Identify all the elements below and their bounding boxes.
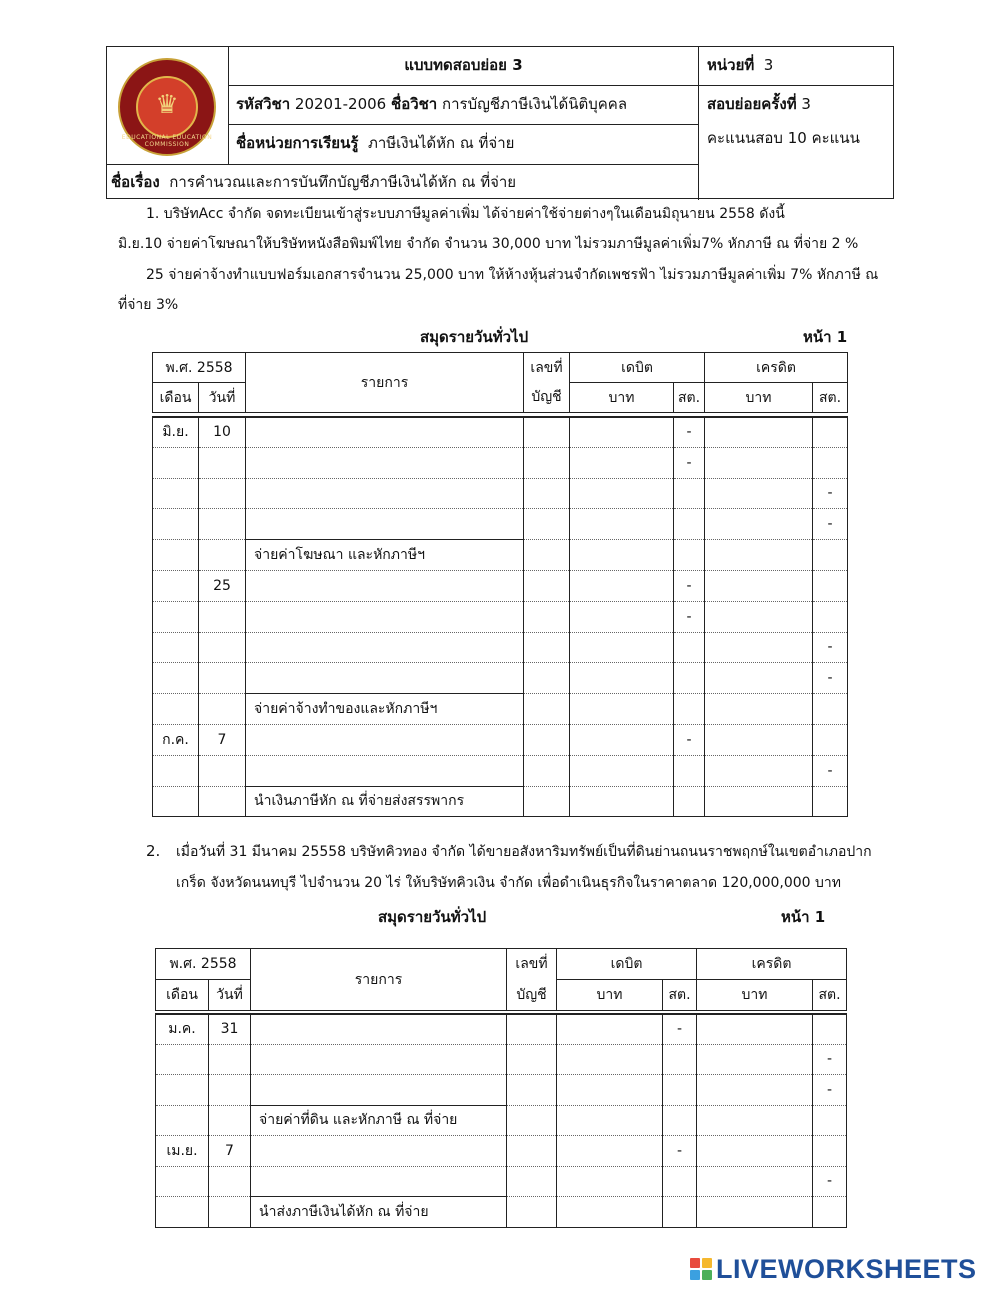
credit-satang-cell	[813, 724, 848, 755]
header-box	[106, 46, 894, 199]
day-header: วันที่	[209, 980, 251, 1011]
credit-baht-cell[interactable]	[705, 570, 813, 601]
credit-satang-cell	[813, 1105, 847, 1136]
credit-satang-cell	[813, 601, 848, 632]
journal2-page: หน้า 1	[781, 908, 826, 926]
credit-satang-cell	[813, 694, 848, 725]
month-cell: มิ.ย.	[153, 417, 199, 448]
topic: ชื่อเรื่อง การคำนวณและการบันทึกบัญชีภาษีเงินได้หัก ณ ที่จ่าย	[107, 165, 699, 200]
day-cell	[199, 601, 246, 632]
credit-baht-cell[interactable]	[705, 786, 813, 817]
credit-baht-cell[interactable]	[705, 601, 813, 632]
journal-row	[156, 1136, 847, 1167]
debit-satang-header: สต.	[663, 980, 697, 1011]
debit-baht-cell[interactable]	[557, 1105, 663, 1136]
journal-row	[153, 724, 848, 755]
journal-row	[153, 694, 848, 725]
description-cell[interactable]: จ่ายค่าโฆษณา และหักภาษีฯ	[246, 540, 524, 571]
debit-satang-cell: -	[663, 1014, 697, 1045]
debit-baht-cell[interactable]	[557, 1014, 663, 1045]
credit-baht-cell[interactable]	[697, 1197, 813, 1228]
description-cell[interactable]	[246, 755, 524, 786]
journal-row	[153, 509, 848, 540]
credit-satang-cell: -	[813, 1075, 847, 1106]
q2-line1: เมื่อวันที่ 31 มีนาคม 25558 บริษัทคิวทอง จำกัด ได้ขายอสังหาริมทรัพย์เป็นที่ดินย่านถนนราชพฤกษ์ในเขตอำเภอปาก	[176, 844, 872, 860]
day-cell	[199, 509, 246, 540]
debit-satang-cell	[663, 1105, 697, 1136]
year-header: พ.ศ. 2558	[156, 949, 251, 980]
debit-baht-cell[interactable]	[570, 601, 674, 632]
credit-satang-cell: -	[813, 1044, 847, 1075]
day-cell	[199, 540, 246, 571]
q1-line1: 1. บริษัทAcc จำกัด จดทะเบียนเข้าสู่ระบบภาษีมูลค่าเพิ่ม ได้จ่ายค่าใช้จ่ายต่างๆในเดือนมิถุนายน 2558 ดังนี้	[146, 206, 785, 222]
q2-number: 2.	[146, 842, 161, 860]
day-cell: 25	[199, 570, 246, 601]
debit-satang-cell	[663, 1075, 697, 1106]
debit-satang-cell: -	[674, 417, 705, 448]
month-cell	[156, 1166, 209, 1197]
ref-header-1: เลขที่	[524, 353, 570, 383]
description-cell[interactable]	[246, 601, 524, 632]
credit-baht-header: บาท	[697, 980, 813, 1011]
credit-satang-header: สต.	[813, 980, 847, 1011]
debit-baht-cell[interactable]	[570, 663, 674, 694]
debit-baht-header: บาท	[557, 980, 663, 1011]
debit-baht-cell[interactable]	[570, 509, 674, 540]
debit-satang-cell: -	[674, 601, 705, 632]
month-cell	[153, 447, 199, 478]
journal-row	[153, 417, 848, 448]
credit-satang-header: สต.	[813, 383, 848, 413]
journal-row	[153, 663, 848, 694]
ref-cell[interactable]	[524, 570, 570, 601]
debit-baht-cell[interactable]	[570, 417, 674, 448]
debit-baht-cell[interactable]	[570, 540, 674, 571]
day-cell	[209, 1044, 251, 1075]
debit-satang-cell: -	[674, 570, 705, 601]
journal-row	[156, 1044, 847, 1075]
day-cell	[209, 1105, 251, 1136]
journal-row	[153, 786, 848, 817]
credit-baht-cell[interactable]	[697, 1014, 813, 1045]
debit-satang-cell	[663, 1044, 697, 1075]
journal-row	[156, 1105, 847, 1136]
q2-line2: เกร็ด จังหวัดนนทบุรี ไปจำนวน 20 ไร่ ให้บริษัทคิวเงิน จำกัด เพื่อดำเนินธุรกิจในราคาตลาด 120,000,000 บาท	[176, 875, 841, 891]
journal-row	[153, 755, 848, 786]
description-cell[interactable]	[251, 1166, 507, 1197]
description-cell[interactable]	[246, 632, 524, 663]
month-cell: เม.ย.	[156, 1136, 209, 1167]
ref-header-1: เลขที่	[507, 949, 557, 980]
debit-baht-cell[interactable]	[570, 755, 674, 786]
month-cell	[156, 1197, 209, 1228]
ref-cell[interactable]	[507, 1166, 557, 1197]
ref-cell[interactable]	[524, 663, 570, 694]
ref-cell[interactable]	[524, 632, 570, 663]
debit-satang-cell: -	[674, 724, 705, 755]
ref-cell[interactable]	[524, 509, 570, 540]
brand-text: LIVEWORKSHEETS	[716, 1253, 977, 1284]
description-cell[interactable]	[246, 447, 524, 478]
debit-satang-cell: -	[674, 447, 705, 478]
ref-cell[interactable]	[524, 724, 570, 755]
q1-line3: 25 จ่ายค่าจ้างทำแบบฟอร์มเอกสารจำนวน 25,000 บาท ให้ห้างหุ้นส่วนจำกัดเพชรฟ้า ไม่รวมภาษีมูลค่าเพิ่ม 7% หักภาษี ณ	[146, 267, 879, 283]
debit-baht-cell[interactable]	[570, 786, 674, 817]
month-cell: ก.ค.	[153, 724, 199, 755]
credit-satang-cell: -	[813, 755, 848, 786]
month-header: เดือน	[156, 980, 209, 1011]
liveworksheets-logo	[690, 1254, 977, 1284]
month-cell	[153, 755, 199, 786]
debit-satang-cell	[663, 1197, 697, 1228]
debit-baht-cell[interactable]	[557, 1197, 663, 1228]
description-cell[interactable]	[251, 1136, 507, 1167]
ref-cell[interactable]	[524, 755, 570, 786]
ref-cell[interactable]	[524, 694, 570, 725]
journal-row	[153, 570, 848, 601]
credit-satang-cell: -	[813, 663, 848, 694]
credit-satang-cell: -	[813, 478, 848, 509]
description-cell[interactable]	[246, 417, 524, 448]
journal-row	[156, 1197, 847, 1228]
debit-satang-cell	[663, 1166, 697, 1197]
year-header: พ.ศ. 2558	[153, 353, 246, 383]
institution-logo-icon: ♛ EDUCATIONAL EDUCATION COMMISSION	[118, 58, 216, 156]
month-cell	[153, 663, 199, 694]
journal-row	[153, 540, 848, 571]
debit-baht-cell[interactable]	[570, 447, 674, 478]
logo-cell	[107, 47, 229, 165]
debit-baht-cell[interactable]	[570, 694, 674, 725]
quiz-title: แบบทดสอบย่อย 3	[229, 47, 699, 86]
description-cell[interactable]: จ่ายค่าที่ดิน และหักภาษี ณ ที่จ่าย	[251, 1105, 507, 1136]
debit-baht-cell[interactable]	[557, 1044, 663, 1075]
day-cell	[199, 478, 246, 509]
month-header: เดือน	[153, 383, 199, 413]
day-cell	[199, 447, 246, 478]
credit-baht-cell[interactable]	[697, 1136, 813, 1167]
day-cell: 31	[209, 1014, 251, 1045]
logo-text: EDUCATIONAL EDUCATION COMMISSION	[121, 133, 213, 148]
month-cell	[153, 694, 199, 725]
debit-satang-cell	[674, 509, 705, 540]
day-cell	[199, 755, 246, 786]
debit-baht-cell[interactable]	[557, 1166, 663, 1197]
month-cell	[153, 478, 199, 509]
day-cell	[199, 786, 246, 817]
description-cell[interactable]	[251, 1014, 507, 1045]
credit-satang-cell	[813, 570, 848, 601]
ref-cell[interactable]	[524, 540, 570, 571]
credit-satang-cell	[813, 447, 848, 478]
course-info: รหัสวิชา 20201-2006 ชื่อวิชา การบัญชีภาษีเงินได้นิติบุคคล	[229, 86, 699, 125]
journal1-page: หน้า 1	[803, 328, 848, 346]
credit-baht-cell[interactable]	[705, 724, 813, 755]
month-cell	[153, 570, 199, 601]
credit-satang-cell	[813, 786, 848, 817]
description-header: รายการ	[251, 949, 507, 1011]
description-cell[interactable]	[246, 509, 524, 540]
credit-header: เครดิต	[705, 353, 848, 383]
debit-satang-header: สต.	[674, 383, 705, 413]
debit-satang-cell	[674, 694, 705, 725]
ref-cell[interactable]	[507, 1197, 557, 1228]
day-header: วันที่	[199, 383, 246, 413]
ref-cell[interactable]	[524, 417, 570, 448]
description-cell[interactable]	[251, 1044, 507, 1075]
debit-baht-cell[interactable]	[570, 570, 674, 601]
credit-satang-cell	[813, 1136, 847, 1167]
ref-header-2: บัญชี	[507, 980, 557, 1011]
journal-row	[153, 478, 848, 509]
ref-cell[interactable]	[507, 1105, 557, 1136]
debit-satang-cell: -	[663, 1136, 697, 1167]
description-cell[interactable]: นำส่งภาษีเงินได้หัก ณ ที่จ่าย	[251, 1197, 507, 1228]
unit-number: หน่วยที่ 3	[699, 47, 893, 86]
day-cell: 7	[199, 724, 246, 755]
day-cell	[199, 632, 246, 663]
credit-baht-cell[interactable]	[697, 1105, 813, 1136]
unit-name: ชื่อหน่วยการเรียนรู้ ภาษีเงินได้หัก ณ ที่จ่าย	[229, 125, 699, 165]
journal-row	[153, 632, 848, 663]
month-cell	[156, 1075, 209, 1106]
day-cell	[199, 694, 246, 725]
credit-baht-cell[interactable]	[705, 632, 813, 663]
credit-baht-cell[interactable]	[705, 478, 813, 509]
debit-baht-cell[interactable]	[570, 724, 674, 755]
description-cell[interactable]: จ่ายค่าจ้างทำของและหักภาษีฯ	[246, 694, 524, 725]
description-cell[interactable]	[246, 478, 524, 509]
description-cell[interactable]	[246, 663, 524, 694]
credit-satang-cell: -	[813, 632, 848, 663]
ref-cell[interactable]	[524, 601, 570, 632]
credit-satang-cell	[813, 540, 848, 571]
journal-row	[156, 1166, 847, 1197]
description-cell[interactable]	[246, 570, 524, 601]
month-cell	[153, 540, 199, 571]
journal1-table	[152, 352, 848, 817]
credit-baht-cell[interactable]	[705, 447, 813, 478]
day-cell: 10	[199, 417, 246, 448]
month-cell	[153, 786, 199, 817]
debit-satang-cell	[674, 663, 705, 694]
credit-satang-cell	[813, 1014, 847, 1045]
liveworksheets-mark-icon	[690, 1258, 712, 1280]
ref-cell[interactable]	[524, 478, 570, 509]
ref-cell[interactable]	[507, 1014, 557, 1045]
debit-baht-cell[interactable]	[557, 1136, 663, 1167]
month-cell	[153, 601, 199, 632]
debit-satang-cell	[674, 755, 705, 786]
journal2-table	[155, 948, 847, 1228]
debit-header: เดบิต	[557, 949, 697, 980]
credit-baht-cell[interactable]	[705, 509, 813, 540]
month-cell	[153, 632, 199, 663]
debit-baht-cell[interactable]	[570, 478, 674, 509]
month-cell	[156, 1044, 209, 1075]
month-cell: ม.ค.	[156, 1014, 209, 1045]
credit-satang-cell	[813, 417, 848, 448]
description-cell[interactable]: นำเงินภาษีหัก ณ ที่จ่ายส่งสรรพากร	[246, 786, 524, 817]
score: คะแนนสอบ 10 คะแนน	[707, 129, 860, 147]
credit-baht-cell[interactable]	[705, 694, 813, 725]
month-cell	[156, 1105, 209, 1136]
credit-baht-cell[interactable]	[705, 663, 813, 694]
journal-row	[156, 1075, 847, 1106]
journal-row	[153, 447, 848, 478]
journal2-title: สมุดรายวันทั่วไป	[378, 908, 487, 926]
debit-satang-cell	[674, 478, 705, 509]
description-header: รายการ	[246, 353, 524, 413]
q1-line4: ที่จ่าย 3%	[118, 297, 179, 313]
ref-cell[interactable]	[524, 447, 570, 478]
description-cell[interactable]	[246, 724, 524, 755]
credit-baht-cell[interactable]	[705, 417, 813, 448]
debit-baht-cell[interactable]	[557, 1075, 663, 1106]
credit-baht-cell[interactable]	[705, 540, 813, 571]
credit-baht-cell[interactable]	[705, 755, 813, 786]
day-cell: 7	[209, 1136, 251, 1167]
ref-cell[interactable]	[507, 1075, 557, 1106]
debit-baht-cell[interactable]	[570, 632, 674, 663]
credit-baht-cell[interactable]	[697, 1044, 813, 1075]
debit-baht-header: บาท	[570, 383, 674, 413]
debit-header: เดบิต	[570, 353, 705, 383]
day-cell	[209, 1166, 251, 1197]
credit-satang-cell: -	[813, 509, 848, 540]
debit-satang-cell	[674, 540, 705, 571]
quiz-number: สอบย่อยครั้งที่ 3	[707, 95, 811, 113]
day-cell	[209, 1075, 251, 1106]
journal1-title: สมุดรายวันทั่วไป	[420, 328, 529, 346]
month-cell	[153, 509, 199, 540]
credit-satang-cell	[813, 1197, 847, 1228]
ref-cell[interactable]	[507, 1044, 557, 1075]
q1-line2: มิ.ย.10 จ่ายค่าโฆษณาให้บริษัทหนังสือพิมพ์ไทย จำกัด จำนวน 30,000 บาท ไม่รวมภาษีมูลค่าเพิ่ม7% หักภาษี ณ ที่จ่าย 2 %	[118, 236, 859, 252]
day-cell	[209, 1197, 251, 1228]
journal-row	[156, 1014, 847, 1045]
ref-cell[interactable]	[524, 786, 570, 817]
description-cell[interactable]	[251, 1075, 507, 1106]
ref-header-2: บัญชี	[524, 383, 570, 413]
credit-baht-cell[interactable]	[697, 1075, 813, 1106]
debit-satang-cell	[674, 786, 705, 817]
debit-satang-cell	[674, 632, 705, 663]
credit-header: เครดิต	[697, 949, 847, 980]
ref-cell[interactable]	[507, 1136, 557, 1167]
credit-satang-cell: -	[813, 1166, 847, 1197]
credit-baht-header: บาท	[705, 383, 813, 413]
journal-row	[153, 601, 848, 632]
credit-baht-cell[interactable]	[697, 1166, 813, 1197]
day-cell	[199, 663, 246, 694]
